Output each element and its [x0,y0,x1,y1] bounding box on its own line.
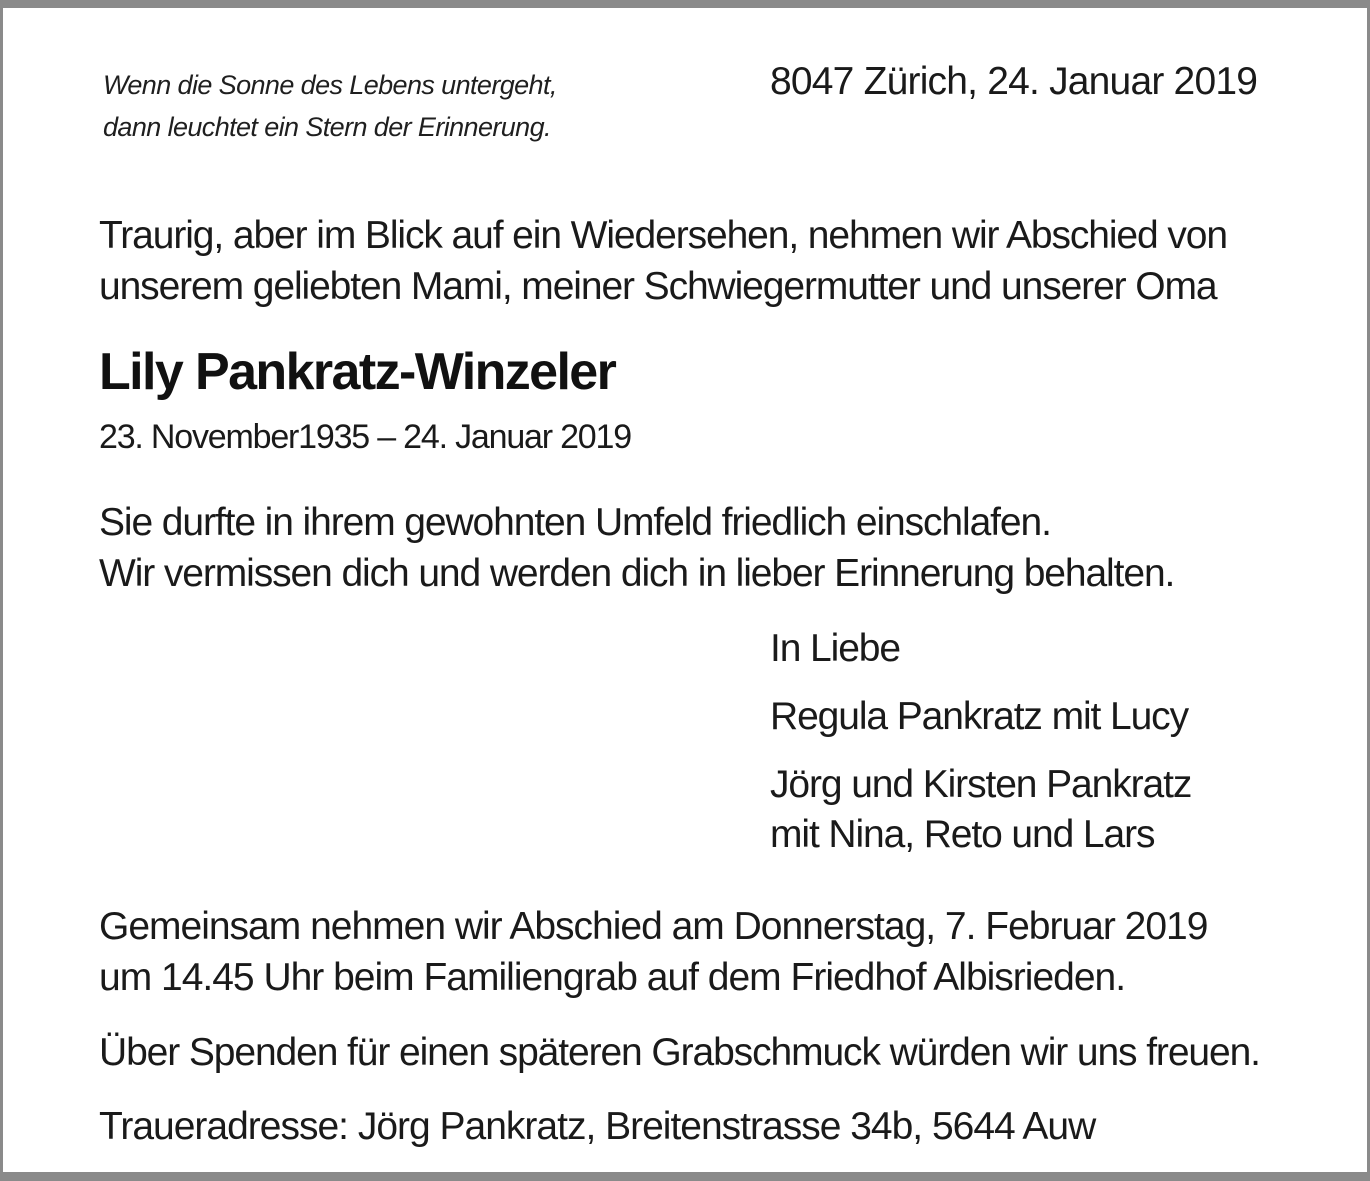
ceremony-line-1: Gemeinsam nehmen wir Abschied am Donnerstag, 7. Februar 2019 [99,905,1208,948]
motto-quote [103,64,557,148]
greeting: In Liebe [770,627,900,670]
farewell-message [99,497,1174,599]
message-line-1: Sie durfte in ihrem gewohnten Umfeld friedlich einschlafen. [99,501,1051,544]
deceased-name: Lily Pankratz-Winzeler [99,343,616,401]
motto-line-1: Wenn die Sonne des Lebens untergeht, [103,70,557,100]
place-and-date: 8047 Zürich, 24. Januar 2019 [770,60,1258,103]
family-member-1: Regula Pankratz mit Lucy [770,695,1188,738]
ceremony-info [99,901,1207,1003]
ceremony-line-2: um 14.45 Uhr beim Familiengrab auf dem Friedhof Albisrieden. [99,956,1126,999]
family-member-2-line-2: mit Nina, Reto und Lars [770,813,1155,856]
donations-note: Über Spenden für einen späteren Grabschmuck würden wir uns freuen. [99,1031,1260,1074]
intro-text [99,210,1227,312]
family-signature [770,624,1191,860]
message-line-2: Wir vermissen dich und werden dich in lieber Erinnerung behalten. [99,552,1175,595]
intro-line-1: Traurig, aber im Blick auf ein Wiedersehen, nehmen wir Abschied von [99,214,1227,257]
motto-line-2: dann leuchtet ein Stern der Erinnerung. [103,112,551,142]
life-dates: 23. November1935 – 24. Januar 2019 [99,418,631,456]
intro-line-2: unserem geliebten Mami, meiner Schwiegermutter und unserer Oma [99,265,1217,308]
family-member-2-line-1: Jörg und Kirsten Pankratz [770,763,1192,806]
mourning-address: Traueradresse: Jörg Pankratz, Breitenstrasse 34b, 5644 Auw [99,1105,1096,1148]
